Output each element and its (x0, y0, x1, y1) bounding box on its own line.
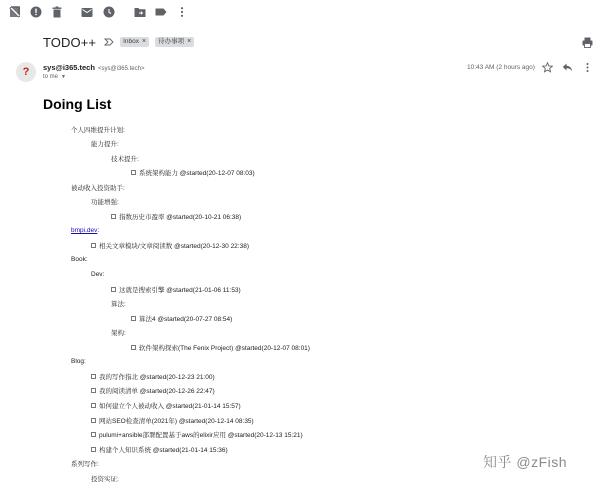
checkbox-icon[interactable] (91, 432, 96, 437)
toolbar (0, 0, 600, 24)
todo-suffix: : (97, 227, 100, 235)
todo-text: 架构: (111, 330, 126, 338)
sender-name: sys@i365.tech (43, 63, 95, 72)
todo-item (111, 284, 241, 294)
print-icon[interactable] (582, 37, 593, 48)
email-subject: TODO++ (43, 34, 97, 50)
label-chip-text: Inbox (123, 38, 140, 45)
todo-text: 技术提升: (111, 155, 139, 163)
todo-item (91, 430, 303, 440)
todo-text: 能力提升: (91, 141, 119, 149)
checkbox-icon[interactable] (131, 170, 136, 175)
todo-text: Book: (71, 256, 88, 264)
star-icon[interactable] (542, 62, 553, 73)
delete-icon[interactable] (51, 6, 63, 18)
todo-text: 个人四维提升计划: (71, 126, 125, 134)
todo-text: 功能增强: (91, 199, 119, 207)
checkbox-icon[interactable] (91, 374, 96, 379)
mark-unread-icon[interactable] (81, 6, 93, 18)
label-chip-inbox (120, 37, 149, 47)
more-vert-icon[interactable] (582, 62, 593, 73)
recipient-details[interactable] (43, 74, 66, 80)
remove-label-icon[interactable]: × (142, 38, 147, 45)
todo-group-heading (71, 124, 125, 134)
todo-item (91, 400, 241, 410)
avatar: ? (16, 62, 36, 82)
label-chip-todo (155, 37, 194, 47)
todo-text: Blog: (71, 358, 86, 366)
email-timestamp: 10:43 AM (2 hours ago) (467, 64, 535, 71)
recipient-text: to me (43, 74, 59, 80)
checkbox-icon[interactable] (91, 418, 96, 423)
todo-text: 这就是搜索引擎 @started(21-01-06 11:53) (119, 286, 241, 294)
todo-text: 相关文章模块/文章阅读数 @started(20-12-30 22:38) (99, 242, 250, 250)
subject-row (43, 33, 194, 51)
checkbox-icon[interactable] (91, 388, 96, 393)
todo-item (91, 415, 254, 425)
todo-text: 我的写作指北 @started(20-12-23 21:00) (99, 373, 215, 381)
todo-text: 指数历史市盈率 @started(20-10-21 06:38) (119, 213, 242, 221)
todo-item (91, 240, 249, 250)
todo-item (111, 211, 241, 221)
watermark: 知乎 @zFish (483, 454, 568, 470)
todo-link[interactable]: bmpi.dev (71, 227, 98, 235)
todo-group-heading (111, 299, 126, 309)
checkbox-icon[interactable] (131, 345, 136, 350)
checkbox-icon[interactable] (111, 214, 116, 219)
todo-text: pulumi+ansible部署配置基于aws的elixir应用 @started(20-12-13 15:21) (99, 432, 303, 440)
importance-marker-icon[interactable] (104, 37, 114, 47)
doc-title: Doing List (43, 96, 112, 112)
todo-group-heading (91, 197, 119, 207)
todo-item (91, 444, 228, 454)
snooze-icon[interactable] (103, 6, 115, 18)
todo-group-heading (71, 357, 86, 367)
todo-text: 我的阅读清单 @started(20-12-26 22:47) (99, 388, 215, 396)
label-chip-text: 待办事项 (158, 38, 185, 45)
todo-group-heading (91, 270, 104, 280)
todo-group-heading (111, 153, 139, 163)
checkbox-icon[interactable] (91, 403, 96, 408)
todo-item (91, 386, 215, 396)
todo-text: 算法4 @started(20-07-27 08:54) (139, 315, 233, 323)
todo-group-heading (71, 255, 88, 265)
todo-text: 构建个人知识系统 @started(21-01-14 15:36) (99, 446, 228, 454)
more-vert-icon[interactable] (176, 6, 188, 18)
todo-group-heading (111, 328, 126, 338)
todo-group-heading (71, 182, 125, 192)
label-icon[interactable] (155, 6, 167, 18)
todo-group-heading (91, 473, 119, 483)
todo-text: 系统架构能力 @started(20-12-07 08:03) (139, 170, 255, 178)
todo-text: Dev: (91, 271, 105, 278)
todo-item (131, 168, 255, 178)
checkbox-icon[interactable] (131, 316, 136, 321)
move-to-icon[interactable] (134, 6, 146, 18)
todo-item (91, 371, 215, 381)
todo-item (131, 342, 310, 352)
archive-icon[interactable] (9, 6, 21, 18)
todo-text: 网站SEO检查清单(2021年) @started(20-12-14 08:35) (99, 417, 254, 425)
todo-group-heading (71, 226, 99, 236)
chevron-down-icon[interactable]: ▼ (61, 74, 66, 80)
todo-group-heading (91, 139, 119, 149)
todo-text: 被动收入投资助手: (71, 184, 125, 192)
todo-text: 软件架构探索(The Fenix Project) @started(20-12-07 08:01) (139, 344, 310, 352)
checkbox-icon[interactable] (111, 287, 116, 292)
todo-text: 投资实证: (91, 475, 119, 483)
checkbox-icon[interactable] (91, 243, 96, 248)
todo-text: 系列写作: (71, 461, 99, 469)
sender (43, 63, 144, 72)
todo-text: 算法: (111, 301, 126, 309)
sender-email: <sys@i365.tech> (98, 66, 145, 72)
todo-group-heading (71, 459, 99, 469)
remove-label-icon[interactable]: × (187, 38, 192, 45)
report-spam-icon[interactable] (30, 6, 42, 18)
todo-item (131, 313, 232, 323)
checkbox-icon[interactable] (91, 447, 96, 452)
reply-icon[interactable] (562, 62, 573, 73)
todo-text: 如何建立个人被动收入 @started(21-01-14 15:57) (99, 402, 241, 410)
